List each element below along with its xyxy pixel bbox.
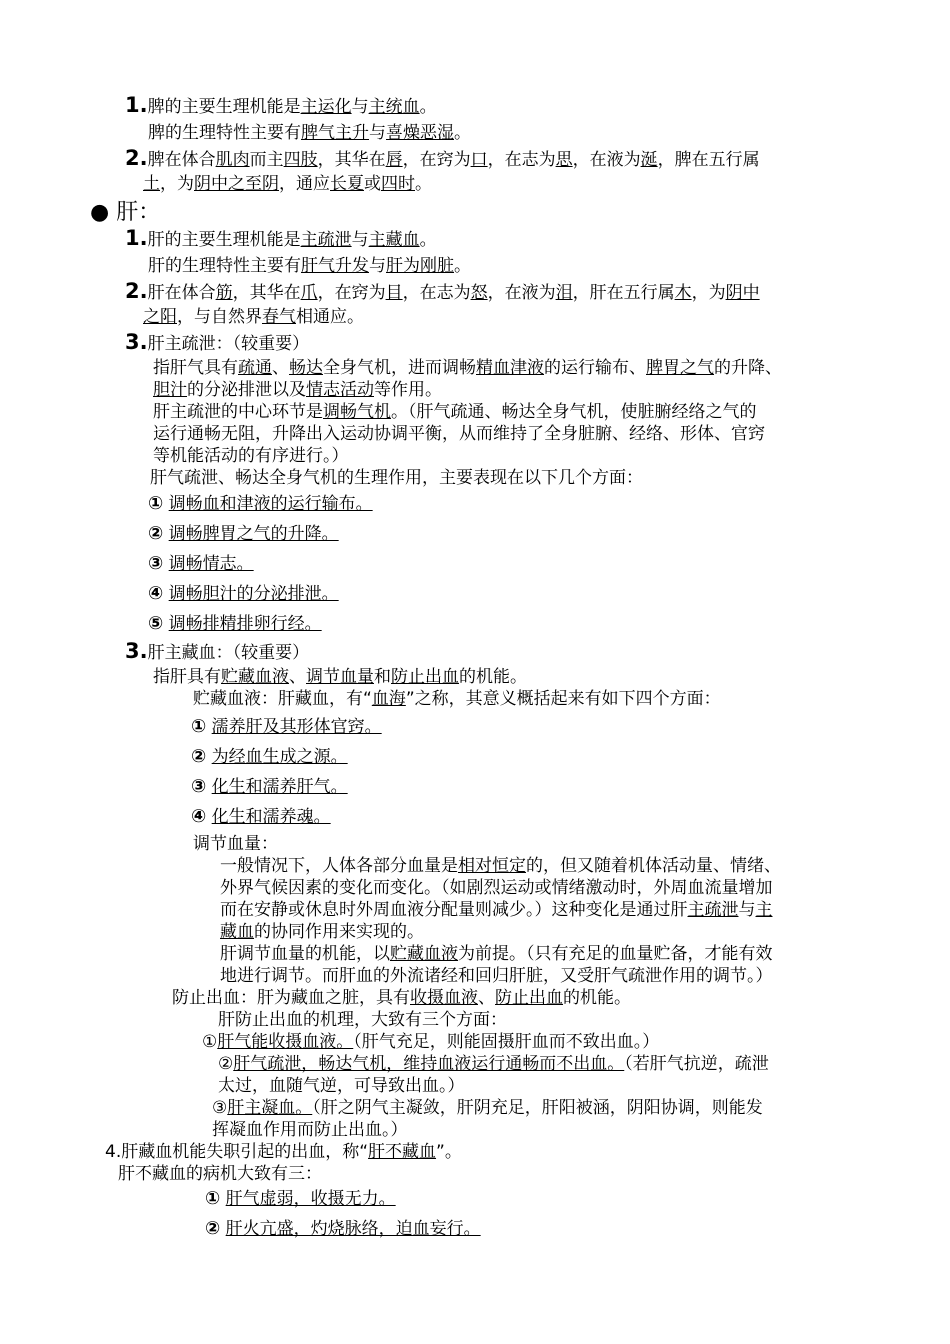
spleen-line-4: 土，为阴中之至阴，通应长夏或四时。 (143, 174, 432, 194)
bullet-icon: ● (90, 200, 110, 225)
list-item: ③ 化生和濡养肝气。 (191, 776, 348, 797)
list-item: ⑤ 调畅排精排卵行经。 (148, 613, 322, 634)
list-item: ③ 调畅情志。 (148, 553, 254, 574)
fangzhi-line-3: ①肝气能收摄血液。（肝气充足，则能固摄肝血而不致出血。） (202, 1032, 660, 1052)
liver-line-3: 2.肝在体合筋，其华在爪，在窍为目，在志为怒，在液为泪，肝在五行属木，为阴中 (125, 279, 760, 303)
liver-heading: ● 肝： (90, 200, 161, 225)
list-item: ① 濡养肝及其形体官窍。 (191, 716, 382, 737)
list-item: ② 为经血生成之源。 (191, 746, 348, 767)
fangzhi-line-1: 防止出血：肝为藏血之脏，具有收摄血液、防止出血的机能。 (172, 988, 631, 1008)
shuxie-para2-c: 等机能活动的有序进行。） (153, 446, 349, 466)
tiaojie-line-3: 而在安静或休息时外周血液分配量则减少。）这种变化是通过肝主疏泄与主 (220, 900, 773, 920)
list-item: ② 肝火亢盛，灼烧脉络，迫血妄行。 (205, 1218, 481, 1239)
fangzhi-line-4: ②肝气疏泄，畅达气机，维持血液运行通畅而不出血。（若肝气抗逆，疏泄 (218, 1054, 769, 1074)
fangzhi-line-2: 肝防止出血的机理，大致有三个方面： (218, 1010, 507, 1030)
shuxie-para1-b: 胆汁的分泌排泄以及情志活动等作用。 (153, 380, 442, 400)
tiaojie-line-4: 藏血的协同作用来实现的。 (220, 922, 424, 942)
tiaojie-line-2: 外界气候因素的变化而变化。（如剧烈运动或情绪激动时，外周血流量增加 (220, 878, 773, 898)
shuxie-para1-a: 指肝气具有疏通、畅达全身气机，进而调畅精血津液的运行输布、脾胃之气的升降、 (153, 358, 782, 378)
section4-intro: 肝不藏血的病机大致有三： (118, 1164, 322, 1184)
section4-heading: 4.肝藏血机能失职引起的出血，称“肝不藏血”。 (105, 1142, 462, 1162)
list-item: ④ 调畅胆汁的分泌排泄。 (148, 583, 339, 604)
fangzhi-line-7: 挥凝血作用而防止出血。） (212, 1120, 408, 1140)
shuxie-heading: 3.肝主疏泄：（较重要） (125, 330, 310, 354)
shuxie-para2-b: 运行通畅无阻，升降出入运动协调平衡，从而维持了全身脏腑、经络、形体、官窍 (153, 424, 765, 444)
liver-line-2: 肝的生理特性主要有肝气升发与肝为刚脏。 (148, 256, 471, 276)
fangzhi-line-5: 太过，血随气逆，可导致出血。） (218, 1076, 465, 1096)
tiaojie-line-5: 肝调节血量的机能，以贮藏血液为前提。（只有充足的血量贮备，才能有效 (220, 944, 773, 964)
cangxue-para1: 指肝具有贮藏血液、调节血量和防止出血的机能。 (153, 667, 527, 687)
shuxie-para2-a: 肝主疏泄的中心环节是调畅气机。（肝气疏通、畅达全身气机，使脏腑经络之气的 (153, 402, 757, 422)
fangzhi-line-6: ③肝主凝血。（肝之阴气主凝敛，肝阴充足，肝阳被涵，阴阳协调，则能发 (212, 1098, 763, 1118)
cangxue-para2: 贮藏血液：肝藏血，有“血海”之称，其意义概括起来有如下四个方面： (193, 689, 721, 709)
list-item: ④ 化生和濡养魂。 (191, 806, 331, 827)
spleen-line-1: 1.脾的主要生理机能是主运化与主统血。 (125, 93, 437, 117)
tiaojie-line-1: 一般情况下，人体各部分血量是相对恒定的，但又随着机体活动量、情绪、 (220, 856, 781, 876)
tiaojie-line-6: 地进行调节。而肝血的外流诸经和回归肝脏，又受肝气疏泄作用的调节。） (220, 966, 773, 986)
liver-line-4: 之阳，与自然界春气相通应。 (143, 307, 364, 327)
tiaojie-title: 调节血量： (193, 834, 278, 854)
list-item: ① 调畅血和津液的运行输布。 (148, 493, 373, 514)
shuxie-para3: 肝气疏泄、畅达全身气机的生理作用，主要表现在以下几个方面： (150, 468, 643, 488)
spleen-line-2: 脾的生理特性主要有脾气主升与喜燥恶湿。 (148, 123, 471, 143)
list-item: ② 调畅脾胃之气的升降。 (148, 523, 339, 544)
list-item: ① 肝气虚弱，收摄无力。 (205, 1188, 396, 1209)
cangxue-heading: 3.肝主藏血：（较重要） (125, 639, 310, 663)
spleen-line-3: 2.脾在体合肌肉而主四肢，其华在唇，在窍为口，在志为思，在液为涎，脾在五行属 (125, 146, 760, 170)
liver-line-1: 1.肝的主要生理机能是主疏泄与主藏血。 (125, 226, 437, 250)
